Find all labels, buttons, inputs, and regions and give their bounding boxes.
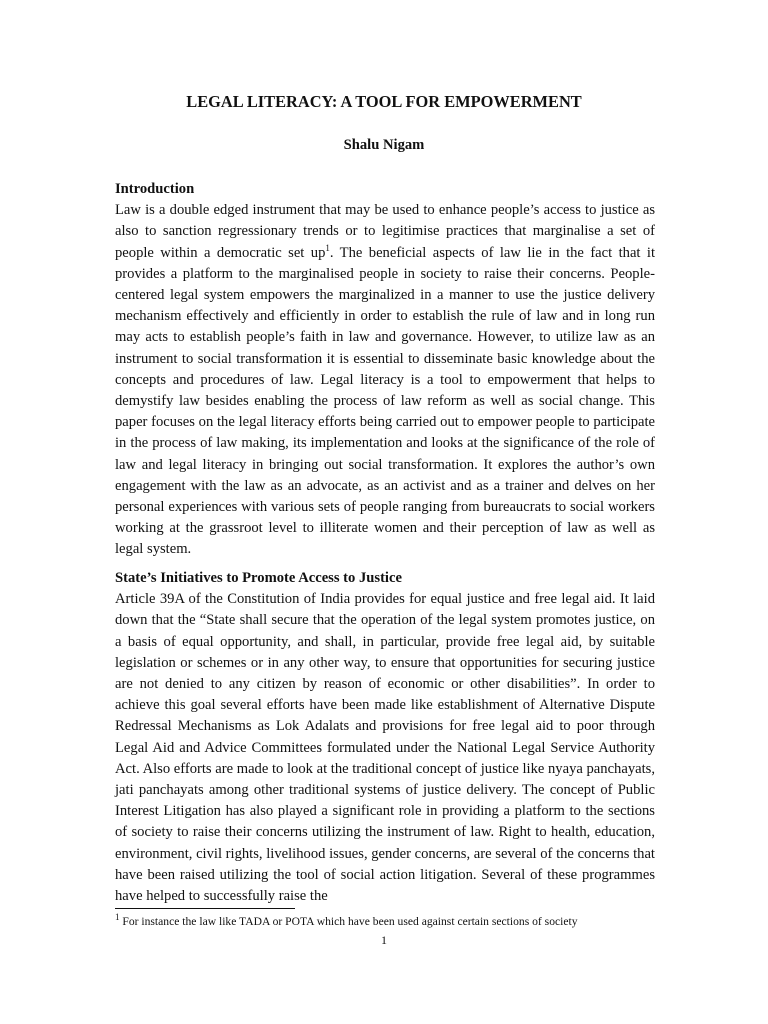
paragraph-text: Law is a double edged instrument that may be used to enhance people’s access to justice as also to sanction regressionary trends or to legitimise practices that marginalise a set of people within a democratic set up	[115, 202, 655, 261]
document-title: LEGAL LITERACY: A TOOL FOR EMPOWERMENT	[186, 92, 582, 111]
page-number: 1	[381, 933, 387, 947]
section-heading: State’s Initiatives to Promote Access to Justice	[115, 570, 402, 586]
footnote-number: 1	[115, 912, 120, 923]
section-state-initiatives	[115, 568, 655, 907]
section-introduction	[115, 179, 655, 561]
paragraph-text: . The beneficial aspects of law lie in the fact that it provides a platform to the marginalised people in society to raise their concerns. People-centered legal system empowers the marginalized in a manner to use the justice delivery mechanism effectively and efficiently in order to establish the rule of law and in long run may acts to establish people’s faith in law and governance. However, to utilize law as an instrument to social transformation it is essential to disseminate basic knowledge about the concepts and procedures of law. Legal literacy is a tool to empowerment that helps to demystify law besides enabling the process of law reform as well as social change. This paper focuses on the legal literacy efforts being carried out to empower people to participate in the process of law making, its implementation and looks at the significance of the role of law and legal literacy in bringing out social transformation. It explores the author’s own engagement with the law as an advocate, as an activist and as a trainer and delves on her personal experiences with various sets of people ranging from bureaucrats to social workers working at the grassroot level to illiterate women and their perception of law as well as legal system.	[115, 244, 656, 558]
author-name: Shalu Nigam	[343, 137, 425, 153]
section-paragraph	[115, 200, 655, 560]
section-paragraph: Article 39A of the Constitution of India provides for equal justice and free legal aid. It laid down that the “State shall secure that the operation of the legal system promotes justice, on a basis of equal opportunity, and shall, in particular, provide free legal aid, by suitable legislation or schemes or in any other way, to ensure that opportunities for securing justice are not denied to any citizen by reason of economic or other disabilities”. In order to achieve this goal several efforts have been made like establishment of Alternative Dispute Redressal Mechanisms as Lok Adalats and provisions for free legal aid to poor through Legal Aid and Advice Committees formulated under the National Legal Service Authority Act. Also efforts are made to look at the traditional concept of justice like nyaya panchayats, jati panchayats among other traditional systems of justice delivery. The concept of Public Interest Litigation has also played a significant role in providing a platform to the sections of society to raise their concerns utilizing the instrument of law. Right to health, education, environment, civil rights, livelihood issues, gender concerns, are several of the concerns that have been raised utilizing the tool of social action litigation. Several of these programmes have helped to successfully raise the	[115, 591, 655, 905]
footnote	[115, 914, 655, 930]
footnote-text: For instance the law like TADA or POTA which have been used against certain sections of society	[119, 915, 578, 928]
section-heading: Introduction	[115, 181, 195, 197]
footnote-divider	[115, 908, 295, 909]
footnote-reference[interactable]: 1	[325, 242, 330, 253]
